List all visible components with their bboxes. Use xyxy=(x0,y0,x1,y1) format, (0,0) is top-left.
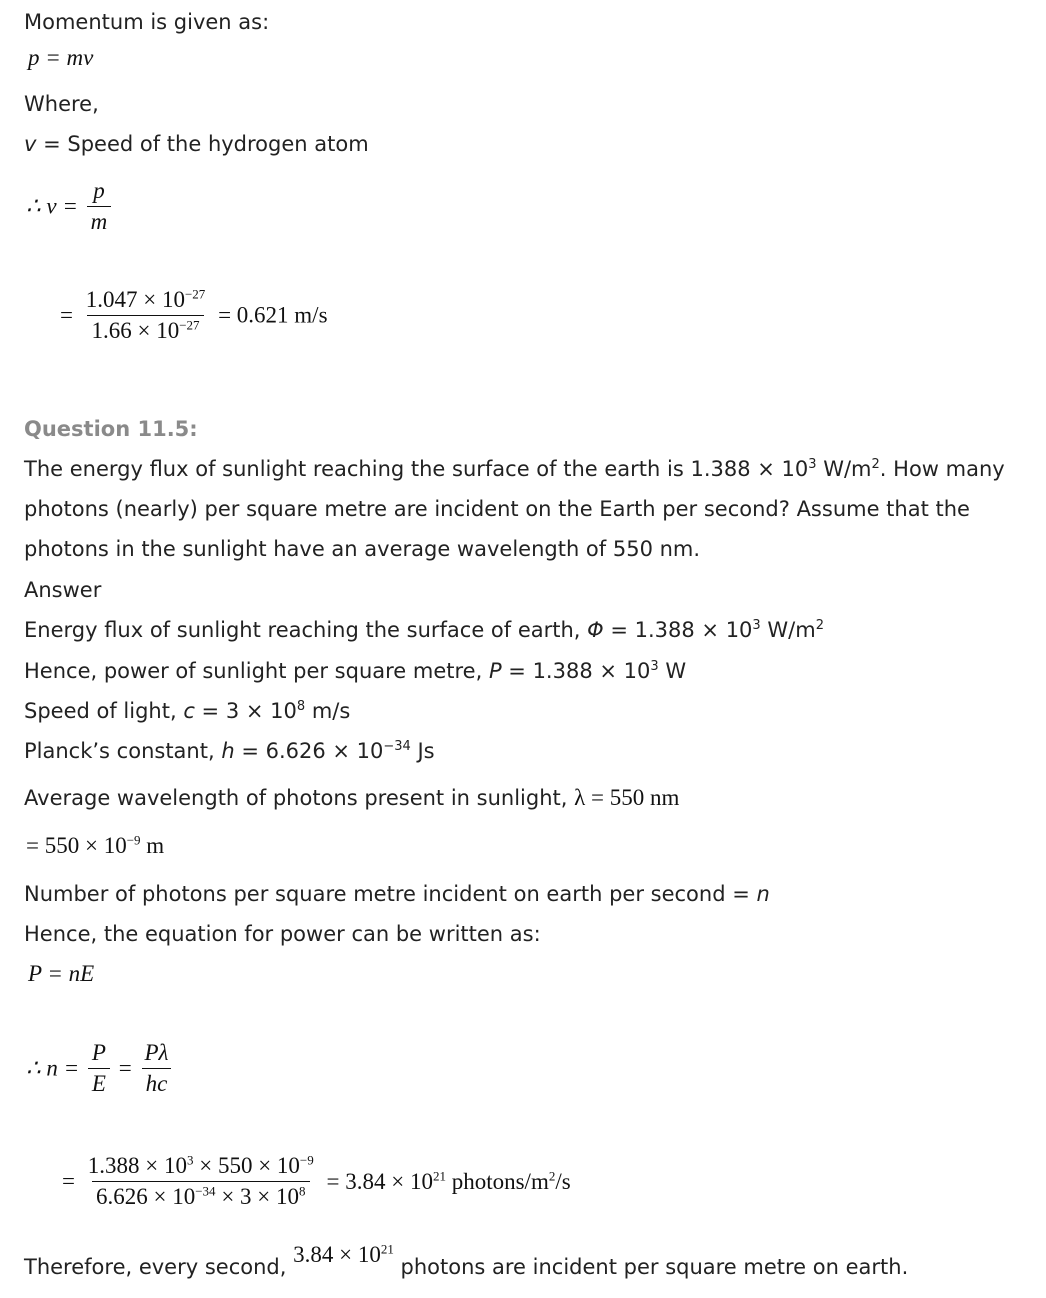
wavelength-metres-value: = 550 × 10 xyxy=(26,833,127,858)
light-symbol: c xyxy=(183,699,195,723)
velocity-denominator xyxy=(87,315,203,344)
wavelength-equation: λ = 550 nm xyxy=(574,785,680,810)
photons-definition xyxy=(24,881,770,907)
power-unit: W xyxy=(658,659,687,683)
velocity-result: = 0.621 m/s xyxy=(218,302,328,328)
p-lambda-over-hc-fraction xyxy=(140,1040,172,1097)
calc-denominator xyxy=(92,1181,310,1210)
calc-result-value: = 3.84 × 10 xyxy=(326,1168,433,1194)
photons-text: Number of photons per square metre incident on earth per second = xyxy=(24,882,757,906)
flux-symbol: Φ xyxy=(587,618,604,642)
numerator-exponent: −27 xyxy=(184,286,206,302)
n-formula-prefix: ∴ n = xyxy=(26,1055,80,1081)
wavelength-metres-unit: m xyxy=(140,833,165,858)
power-equation-intro: Hence, the equation for power can be written as: xyxy=(24,922,541,946)
where-label: Where, xyxy=(24,92,99,116)
light-text: Speed of light, xyxy=(24,699,184,723)
power-value: = 1.388 × 10 xyxy=(501,659,651,683)
flux-unit-exponent: 2 xyxy=(815,618,824,633)
v-formula-prefix: ∴ v = xyxy=(26,193,78,219)
calc-num-b-exp: −9 xyxy=(299,1152,314,1168)
equals-sign: = xyxy=(60,302,73,328)
calc-den-a-exp: −34 xyxy=(195,1183,216,1199)
calc-num-b: × 550 × 10 xyxy=(193,1153,300,1178)
flux-text: Energy flux of sunlight reaching the surface of earth, xyxy=(24,618,588,642)
momentum-intro: Momentum is given as: xyxy=(24,10,270,34)
hc-denominator: hc xyxy=(142,1068,172,1097)
calc-equals: = xyxy=(62,1168,75,1194)
calc-num-a: 1.388 × 10 xyxy=(87,1153,187,1178)
calc-den-b: × 3 × 10 xyxy=(215,1184,300,1209)
calc-result-unit: photons/m xyxy=(445,1168,549,1194)
light-value: = 3 × 10 xyxy=(194,699,297,723)
n-calculation xyxy=(62,1153,571,1210)
p-over-e-fraction xyxy=(88,1040,110,1097)
light-unit: m/s xyxy=(305,699,351,723)
velocity-calculation xyxy=(60,287,328,344)
fraction-denominator: m xyxy=(87,206,112,235)
wavelength-text: Average wavelength of photons present in sunlight, xyxy=(24,786,575,810)
p-lambda-numerator: Pλ xyxy=(144,1040,169,1065)
flux-exponent: 3 xyxy=(752,618,761,633)
wavelength-line xyxy=(24,785,679,811)
wavelength-metres-exponent: −9 xyxy=(126,832,141,848)
photons-symbol: n xyxy=(756,882,770,906)
calc-den-a: 6.626 × 10 xyxy=(95,1184,196,1209)
v-symbol: v xyxy=(24,132,37,156)
denominator-value: 1.66 × 10 xyxy=(91,318,180,343)
denominator-exponent: −27 xyxy=(179,317,200,333)
planck-text: Planck’s constant, xyxy=(24,739,222,763)
p-over-e-denominator: E xyxy=(88,1068,110,1097)
n-formula xyxy=(26,1040,175,1097)
power-text: Hence, power of sunlight per square metre, xyxy=(24,659,489,683)
numerator-value: 1.047 × 10 xyxy=(85,287,185,312)
fraction-numerator: p xyxy=(93,178,105,203)
planck-value: = 6.626 × 10 xyxy=(234,739,384,763)
answer-label: Answer xyxy=(24,578,102,602)
flux-unit: W/m xyxy=(760,618,816,642)
calc-den-b-exp: 8 xyxy=(299,1183,306,1199)
wavelength-metres xyxy=(26,833,164,859)
power-equation: P = nE xyxy=(28,961,95,986)
planck-unit: Js xyxy=(410,739,435,763)
p-over-m-fraction xyxy=(87,178,112,235)
flux-value: = 1.388 × 10 xyxy=(603,618,753,642)
velocity-fraction xyxy=(82,287,210,344)
conclusion-value xyxy=(293,1242,394,1267)
n-formula-equals: = xyxy=(118,1055,132,1081)
power-symbol: P xyxy=(488,659,502,683)
planck-line xyxy=(24,738,435,764)
calc-num-a-exp: 3 xyxy=(186,1152,194,1168)
calc-result-tail: /s xyxy=(555,1168,571,1194)
calc-fraction xyxy=(84,1153,318,1210)
power-line xyxy=(24,658,686,684)
calc-result-exp: 21 xyxy=(432,1167,446,1183)
question-text: The energy flux of sunlight reaching the surface of the earth is $1.388 \times 10^3$ $W/m^2$. How many photons (nearly) per square metre are incident on the Earth per second? Assume that the photons in the sunlight have an average wavelength of 550 nm. xyxy=(24,457,1005,561)
conclusion-suffix: photons are incident per square metre on earth. xyxy=(393,1255,909,1279)
calc-numerator xyxy=(84,1153,318,1181)
velocity-numerator xyxy=(82,287,210,315)
calc-result xyxy=(327,1169,571,1194)
question-heading: Question 11.5: xyxy=(24,417,198,441)
light-exponent: 8 xyxy=(296,699,306,714)
planck-exponent: −34 xyxy=(383,739,411,754)
v-definition xyxy=(24,131,369,157)
conclusion-prefix: Therefore, every second, xyxy=(24,1255,294,1279)
speed-of-light-line xyxy=(24,698,350,724)
conclusion-value-exp: 21 xyxy=(380,1241,394,1257)
momentum-equation: p = mv xyxy=(28,45,94,70)
v-formula xyxy=(26,178,114,235)
conclusion-value-base: 3.84 × 10 xyxy=(293,1242,381,1267)
energy-flux-line xyxy=(24,617,824,643)
calc-result-unit-exp: 2 xyxy=(548,1167,556,1183)
p-over-e-numerator: P xyxy=(91,1040,106,1065)
conclusion-line xyxy=(24,1241,909,1280)
power-exponent: 3 xyxy=(650,659,659,674)
planck-symbol: h xyxy=(221,739,235,763)
v-definition-text: = Speed of the hydrogen atom xyxy=(36,132,369,156)
